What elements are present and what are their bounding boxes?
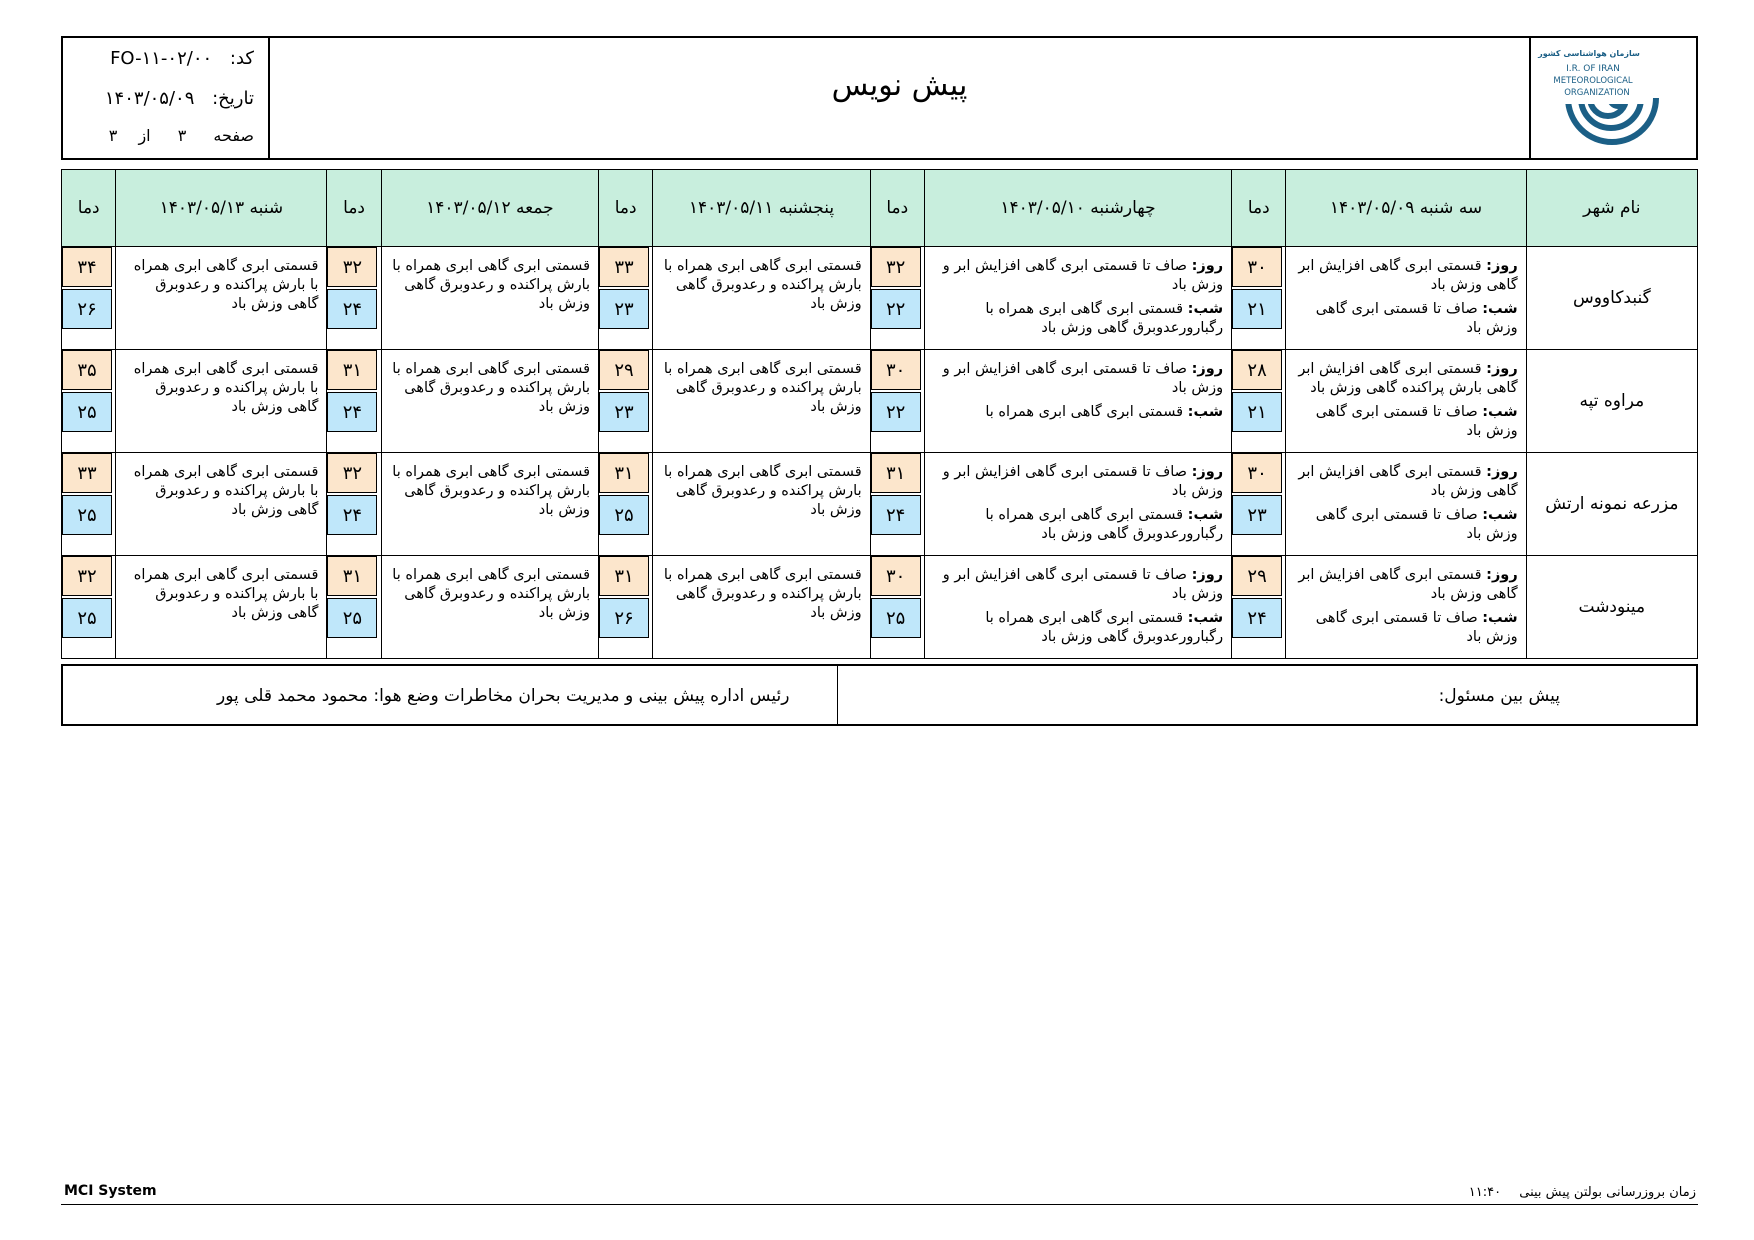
min-temperature: ۲۳ <box>599 392 649 432</box>
update-time-line <box>1469 1185 1696 1200</box>
day-forecast <box>1294 360 1517 398</box>
forecast-text: قسمتی ابری گاهی ابری همراه با بارش پراکنده و رعدوبرق گاهی وزش باد <box>392 567 591 621</box>
day-header-4: جمعه ۱۴۰۳/۰۵/۱۲ <box>381 170 598 247</box>
max-temperature: ۳۲ <box>327 453 377 493</box>
page-total: ۳ <box>108 126 118 145</box>
page-row <box>109 126 254 145</box>
temp-header-5: دما <box>62 170 116 247</box>
min-temperature: ۲۴ <box>327 289 377 329</box>
day-header-2: چهارشنبه ۱۴۰۳/۰۵/۱۰ <box>924 170 1231 247</box>
day-forecast <box>933 360 1223 398</box>
footer-rule <box>61 1204 1698 1205</box>
max-temperature: ۳۲ <box>327 247 377 287</box>
city-column-header: نام شهر <box>1526 170 1697 247</box>
night-forecast <box>1294 506 1517 544</box>
day-text: صاف تا قسمتی ابری گاهی افزایش ابر و وزش باد <box>942 567 1224 602</box>
forecast-text-day-4 <box>381 453 598 556</box>
day-header-3: پنجشنبه ۱۴۰۳/۰۵/۱۱ <box>653 170 870 247</box>
min-temperature: ۲۱ <box>1232 289 1282 329</box>
update-label: زمان بروزرسانی بولتن پیش بینی <box>1519 1185 1696 1200</box>
min-temperature: ۲۵ <box>871 598 921 638</box>
night-forecast <box>933 506 1223 544</box>
night-text: قسمتی ابری گاهی ابری همراه با <box>985 404 1184 420</box>
max-temperature: ۳۰ <box>871 350 921 390</box>
night-text: قسمتی ابری گاهی ابری همراه با رگبارورعدوبرق گاهی وزش باد <box>985 301 1224 336</box>
forecast-text: قسمتی ابری گاهی ابری همراه با بارش پراکنده و رعدوبرق گاهی وزش باد <box>133 258 319 312</box>
day-forecast <box>933 257 1223 295</box>
day-forecast <box>1294 257 1517 295</box>
temperature-cell <box>1232 453 1286 556</box>
day-forecast <box>1294 463 1517 501</box>
logo-spiral-icon <box>1531 38 1694 158</box>
temperature-cell <box>62 453 116 556</box>
temperature-cell <box>1232 247 1286 350</box>
day-label: روز: <box>1486 464 1518 480</box>
min-temperature: ۲۲ <box>871 392 921 432</box>
department-head: رئیس اداره پیش بینی و مدیریت بحران مخاطرات وضع هوا: محمود محمد قلی پور <box>217 686 790 706</box>
forecast-text-day-4 <box>381 556 598 659</box>
day-header-1: سه شنبه ۱۴۰۳/۰۵/۰۹ <box>1286 170 1526 247</box>
forecast-text: قسمتی ابری گاهی ابری همراه با بارش پراکنده و رعدوبرق گاهی وزش باد <box>392 258 591 312</box>
logo-org-fa: سازمان هواشناسی کشور <box>1538 49 1640 58</box>
temp-header-2: دما <box>870 170 924 247</box>
date-row <box>105 88 254 109</box>
forecast-text-day-5 <box>116 556 327 659</box>
logo-org-en-3: ORGANIZATION <box>1564 88 1630 98</box>
day-forecast <box>933 463 1223 501</box>
update-time: ۱۱:۴۰ <box>1468 1185 1502 1200</box>
signoff-box <box>61 664 1698 726</box>
temperature-cell <box>62 247 116 350</box>
organization-logo <box>1529 38 1696 158</box>
temperature-cell <box>870 350 924 453</box>
max-temperature: ۳۰ <box>1232 453 1282 493</box>
min-temperature: ۲۳ <box>599 289 649 329</box>
min-temperature: ۲۶ <box>599 598 649 638</box>
temperature-cell <box>62 350 116 453</box>
forecast-text-day-1 <box>1286 350 1526 453</box>
forecast-text: قسمتی ابری گاهی ابری همراه با بارش پراکنده و رعدوبرق گاهی وزش باد <box>133 464 319 518</box>
night-label: شب: <box>1482 507 1518 523</box>
max-temperature: ۳۱ <box>599 453 649 493</box>
forecast-text: قسمتی ابری گاهی ابری همراه با بارش پراکنده و رعدوبرق گاهی وزش باد <box>133 567 319 621</box>
document-header <box>61 36 1698 160</box>
max-temperature: ۳۵ <box>62 350 112 390</box>
night-label: شب: <box>1482 301 1518 317</box>
temperature-cell <box>327 556 381 659</box>
min-temperature: ۲۵ <box>62 392 112 432</box>
min-temperature: ۲۲ <box>871 289 921 329</box>
min-temperature: ۲۵ <box>62 598 112 638</box>
date-value: ۱۴۰۳/۰۵/۰۹ <box>104 88 195 109</box>
min-temperature: ۲۱ <box>1232 392 1282 432</box>
table-row <box>62 453 1698 556</box>
min-temperature: ۲۵ <box>599 495 649 535</box>
forecast-text: قسمتی ابری گاهی ابری همراه با بارش پراکنده و رعدوبرق گاهی وزش باد <box>663 361 862 415</box>
night-forecast <box>933 300 1223 338</box>
max-temperature: ۳۳ <box>62 453 112 493</box>
city-name: مراوه تپه <box>1526 350 1697 453</box>
forecast-text: قسمتی ابری گاهی ابری همراه با بارش پراکنده و رعدوبرق گاهی وزش باد <box>133 361 319 415</box>
forecast-text: قسمتی ابری گاهی ابری همراه با بارش پراکنده و رعدوبرق گاهی وزش باد <box>663 258 862 312</box>
night-forecast <box>1294 609 1517 647</box>
date-label: تاریخ: <box>212 88 254 109</box>
forecast-text-day-3 <box>653 350 870 453</box>
forecast-text-day-3 <box>653 556 870 659</box>
code-label: کد: <box>229 48 254 69</box>
table-header-row <box>62 170 1698 247</box>
forecast-text-day-2 <box>924 247 1231 350</box>
min-temperature: ۲۵ <box>327 598 377 638</box>
temperature-cell <box>599 350 653 453</box>
night-text: صاف تا قسمتی ابری گاهی وزش باد <box>1315 301 1518 336</box>
night-label: شب: <box>1187 301 1224 317</box>
table-row <box>62 350 1698 453</box>
day-header-5: شنبه ۱۴۰۳/۰۵/۱۳ <box>116 170 327 247</box>
night-text: صاف تا قسمتی ابری گاهی وزش باد <box>1315 507 1518 542</box>
min-temperature: ۲۳ <box>1232 495 1282 535</box>
forecast-text-day-5 <box>116 350 327 453</box>
day-label: روز: <box>1486 258 1518 274</box>
max-temperature: ۳۳ <box>599 247 649 287</box>
day-label: روز: <box>1486 567 1518 583</box>
system-name: MCI System <box>64 1183 157 1199</box>
forecast-text: قسمتی ابری گاهی ابری همراه با بارش پراکنده و رعدوبرق گاهی وزش باد <box>663 464 862 518</box>
temperature-cell <box>1232 350 1286 453</box>
city-name: مینودشت <box>1526 556 1697 659</box>
day-label: روز: <box>1191 361 1224 377</box>
max-temperature: ۳۰ <box>871 556 921 596</box>
table-row <box>62 556 1698 659</box>
min-temperature: ۲۴ <box>871 495 921 535</box>
forecast-text-day-4 <box>381 247 598 350</box>
forecast-text-day-5 <box>116 453 327 556</box>
forecast-text-day-2 <box>924 453 1231 556</box>
document-meta <box>63 38 270 158</box>
forecast-text-day-1 <box>1286 556 1526 659</box>
max-temperature: ۳۱ <box>599 556 649 596</box>
day-text: قسمتی ابری گاهی افزایش ابر گاهی وزش باد <box>1298 464 1518 499</box>
forecaster-label: پیش بین مسئول: <box>1438 686 1560 706</box>
page-of: از <box>138 126 151 145</box>
min-temperature: ۲۵ <box>62 495 112 535</box>
forecast-text-day-1 <box>1286 453 1526 556</box>
night-label: شب: <box>1482 404 1518 420</box>
forecast-text: قسمتی ابری گاهی ابری همراه با بارش پراکنده و رعدوبرق گاهی وزش باد <box>663 567 862 621</box>
logo-org-en-2: METEOROLOGICAL <box>1553 76 1633 86</box>
forecast-text-day-3 <box>653 453 870 556</box>
max-temperature: ۳۰ <box>1232 247 1282 287</box>
night-label: شب: <box>1187 404 1224 420</box>
night-label: شب: <box>1187 610 1224 626</box>
forecast-text-day-4 <box>381 350 598 453</box>
forecast-table <box>61 169 1698 659</box>
min-temperature: ۲۴ <box>327 392 377 432</box>
day-label: روز: <box>1191 464 1224 480</box>
night-text: صاف تا قسمتی ابری گاهی وزش باد <box>1315 404 1518 439</box>
day-text: صاف تا قسمتی ابری گاهی افزایش ابر و وزش باد <box>942 258 1224 293</box>
night-label: شب: <box>1482 610 1518 626</box>
max-temperature: ۳۲ <box>62 556 112 596</box>
city-name: مزرعه نمونه ارتش <box>1526 453 1697 556</box>
temperature-cell <box>327 453 381 556</box>
max-temperature: ۳۱ <box>871 453 921 493</box>
day-text: قسمتی ابری گاهی افزایش ابر گاهی وزش باد <box>1298 258 1518 293</box>
temp-header-4: دما <box>327 170 381 247</box>
page-label: صفحه <box>213 126 254 145</box>
temperature-cell <box>327 350 381 453</box>
night-forecast <box>933 609 1223 647</box>
forecast-text: قسمتی ابری گاهی ابری همراه با بارش پراکنده و رعدوبرق گاهی وزش باد <box>392 361 591 415</box>
night-forecast <box>933 403 1223 422</box>
day-label: روز: <box>1191 567 1224 583</box>
temperature-cell <box>1232 556 1286 659</box>
table-row <box>62 247 1698 350</box>
min-temperature: ۲۴ <box>1232 598 1282 638</box>
max-temperature: ۳۱ <box>327 556 377 596</box>
max-temperature: ۳۲ <box>871 247 921 287</box>
temperature-cell <box>599 556 653 659</box>
temp-header-3: دما <box>599 170 653 247</box>
day-text: صاف تا قسمتی ابری گاهی افزایش ابر و وزش باد <box>942 361 1224 396</box>
night-label: شب: <box>1187 507 1224 523</box>
temperature-cell <box>599 453 653 556</box>
forecast-text: قسمتی ابری گاهی ابری همراه با بارش پراکنده و رعدوبرق گاهی وزش باد <box>392 464 591 518</box>
city-name: گنبدکاووس <box>1526 247 1697 350</box>
code-row <box>110 48 254 69</box>
night-text: قسمتی ابری گاهی ابری همراه با رگبارورعدوبرق گاهی وزش باد <box>985 610 1224 645</box>
max-temperature: ۳۱ <box>327 350 377 390</box>
night-forecast <box>1294 300 1517 338</box>
max-temperature: ۲۹ <box>1232 556 1282 596</box>
page-title: پیش نویس <box>831 68 968 103</box>
temperature-cell <box>870 556 924 659</box>
night-forecast <box>1294 403 1517 441</box>
forecast-text-day-2 <box>924 350 1231 453</box>
day-text: صاف تا قسمتی ابری گاهی افزایش ابر و وزش باد <box>942 464 1224 499</box>
day-forecast <box>933 566 1223 604</box>
max-temperature: ۲۹ <box>599 350 649 390</box>
min-temperature: ۲۴ <box>327 495 377 535</box>
temperature-cell <box>327 247 381 350</box>
night-text: صاف تا قسمتی ابری گاهی وزش باد <box>1315 610 1518 645</box>
temperature-cell <box>870 453 924 556</box>
night-text: قسمتی ابری گاهی ابری همراه با رگبارورعدوبرق گاهی وزش باد <box>985 507 1224 542</box>
temp-header-1: دما <box>1232 170 1286 247</box>
forecast-text-day-1 <box>1286 247 1526 350</box>
min-temperature: ۲۶ <box>62 289 112 329</box>
max-temperature: ۲۸ <box>1232 350 1282 390</box>
day-text: قسمتی ابری گاهی افزایش ابر گاهی بارش پراکنده گاهی وزش باد <box>1298 361 1518 396</box>
temperature-cell <box>62 556 116 659</box>
day-label: روز: <box>1191 258 1224 274</box>
max-temperature: ۳۴ <box>62 247 112 287</box>
signoff-divider <box>837 666 838 724</box>
temperature-cell <box>870 247 924 350</box>
day-forecast <box>1294 566 1517 604</box>
code-value: FO-۱۱-۰۲/۰۰ <box>110 48 213 69</box>
day-text: قسمتی ابری گاهی افزایش ابر گاهی وزش باد <box>1298 567 1518 602</box>
forecast-text-day-5 <box>116 247 327 350</box>
logo-org-en-1: I.R. OF IRAN <box>1566 64 1620 74</box>
forecast-text-day-3 <box>653 247 870 350</box>
temperature-cell <box>599 247 653 350</box>
day-label: روز: <box>1486 361 1518 377</box>
page-current: ۳ <box>177 126 187 145</box>
forecast-text-day-2 <box>924 556 1231 659</box>
